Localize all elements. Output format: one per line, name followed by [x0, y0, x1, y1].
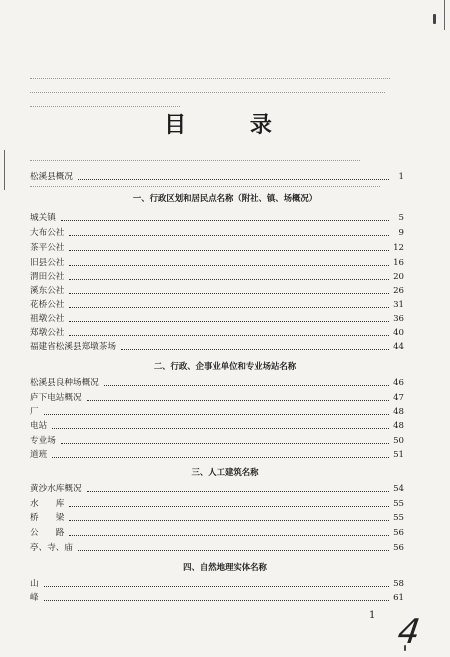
leader-dots: [44, 600, 389, 601]
toc-entry: [30, 284, 404, 297]
scan-speck: [433, 14, 436, 24]
toc-entry-page: 46: [393, 378, 404, 388]
toc-entry: [30, 541, 404, 554]
toc-entry-page: 44: [393, 342, 404, 352]
toc-entry: [30, 526, 404, 539]
toc-entry-label: 峰: [30, 593, 39, 603]
toc-entry-label: 祖墩公社: [30, 314, 65, 324]
leader-dots: [69, 535, 389, 536]
toc-entry-label: 电站: [30, 421, 48, 431]
toc-entry-label: 桥 梁: [30, 513, 65, 523]
leader-dots: [69, 335, 389, 336]
toc-entry-page: 26: [393, 286, 404, 296]
leader-dots: [61, 220, 389, 221]
toc-entry: [30, 340, 404, 353]
toc-entry-label: 松溪县良种场概况: [30, 378, 99, 388]
toc-entry-label: 公 路: [30, 528, 65, 538]
section-heading: 二、行政、企事业单位和专业场站名称: [153, 361, 297, 371]
toc-entry-page: 47: [393, 393, 404, 403]
leader-dots: [87, 491, 389, 492]
scan-edge: [4, 150, 5, 190]
leader-dots: [52, 428, 389, 429]
toc-entry: [30, 298, 404, 311]
toc-entry-page: 36: [393, 314, 404, 324]
toc-entry: [30, 170, 404, 183]
leader-dots: [87, 400, 389, 401]
leader-dots: [69, 520, 389, 521]
toc-entry-page: 16: [393, 258, 404, 268]
toc-entry-label: 松溪县概况: [30, 172, 73, 182]
toc-entry-label: 山: [30, 579, 39, 589]
leader-dots: [69, 279, 389, 280]
toc-entry-page: 48: [393, 407, 404, 417]
leader-dots: [69, 265, 389, 266]
toc-entry-label: 亭、寺、庙: [30, 543, 73, 553]
toc-entry-label: 溪东公社: [30, 286, 65, 296]
toc-entry-label: 花桥公社: [30, 300, 65, 310]
toc-entry-label: 大布公社: [30, 228, 65, 238]
section-heading: 一、行政区划和居民点名称（附社、镇、场概况）: [132, 193, 318, 203]
leader-dots: [44, 586, 389, 587]
toc-entry-page: 9: [398, 228, 404, 238]
toc-entry-label: 郑墩公社: [30, 328, 65, 338]
toc-entry: [30, 482, 404, 495]
toc-entry-label: 茶平公社: [30, 243, 65, 253]
section-heading: 四、自然地理实体名称: [183, 562, 267, 572]
toc-entry: [30, 226, 404, 239]
toc-entry-page: 20: [393, 272, 404, 282]
page-number: 1: [369, 610, 376, 621]
page-title: 目 录: [164, 112, 300, 138]
toc-entry-label: 旧县公社: [30, 258, 65, 268]
toc-entry: [30, 448, 404, 461]
toc-entry-page: 56: [393, 528, 404, 538]
toc-entry: [30, 434, 404, 447]
toc-entry-page: 12: [393, 243, 404, 253]
leader-dots: [69, 250, 389, 251]
leader-dots: [69, 307, 389, 308]
bleed-line: [30, 78, 390, 79]
toc-entry-label: 城关镇: [30, 213, 56, 223]
toc-entry-label: 庐下电站概况: [30, 393, 82, 403]
toc-entry-page: 31: [393, 300, 404, 310]
toc-entry: [30, 256, 404, 269]
leader-dots: [78, 550, 389, 551]
toc-entry-label: 黄沙水库概况: [30, 484, 82, 494]
toc-entry: [30, 419, 404, 432]
leader-dots: [69, 235, 389, 236]
toc-entry-page: 48: [393, 421, 404, 431]
toc-entry: [30, 391, 404, 404]
toc-entry-page: 61: [393, 593, 404, 603]
toc-entry-label: 渭田公社: [30, 272, 65, 282]
leader-dots: [52, 457, 389, 458]
toc-entry: [30, 511, 404, 524]
toc-entry-label: 专业场: [30, 436, 56, 446]
toc-entry-page: 55: [393, 499, 404, 509]
bleed-line: [30, 106, 180, 107]
toc-entry-page: 5: [398, 213, 404, 223]
toc-entry: [30, 312, 404, 325]
toc-entry-page: 54: [393, 484, 404, 494]
bleed-line: [30, 186, 380, 187]
leader-dots: [61, 443, 389, 444]
scan-edge: [444, 0, 445, 30]
toc-entry-page: 40: [393, 328, 404, 338]
toc-entry: [30, 591, 404, 604]
leader-dots: [121, 349, 389, 350]
section-heading: 三、人工建筑名称: [191, 467, 259, 477]
handwritten-page-number: 4: [395, 612, 423, 652]
toc-entry: [30, 376, 404, 389]
leader-dots: [104, 385, 389, 386]
toc-entry: [30, 577, 404, 590]
leader-dots: [69, 321, 389, 322]
toc-entry-page: 50: [393, 436, 404, 446]
toc-entry: [30, 211, 404, 224]
toc-entry-label: 水 库: [30, 499, 65, 509]
toc-entry-page: 58: [393, 579, 404, 589]
toc-entry-page: 55: [393, 513, 404, 523]
bleed-line: [30, 160, 360, 161]
toc-entry-page: 1: [398, 172, 404, 182]
leader-dots: [69, 506, 389, 507]
toc-entry: [30, 270, 404, 283]
toc-entry-label: 道班: [30, 450, 48, 460]
leader-dots: [78, 179, 389, 180]
toc-entry: [30, 405, 404, 418]
toc-entry: [30, 497, 404, 510]
leader-dots: [44, 414, 389, 415]
toc-entry: [30, 326, 404, 339]
toc-entry-page: 51: [393, 450, 404, 460]
toc-entry-label: 厂: [30, 407, 39, 417]
leader-dots: [69, 293, 389, 294]
bleed-line: [30, 92, 385, 93]
toc-entry-page: 56: [393, 543, 404, 553]
toc-entry-label: 福建省松溪县郑墩茶场: [30, 342, 116, 352]
toc-entry: [30, 241, 404, 254]
